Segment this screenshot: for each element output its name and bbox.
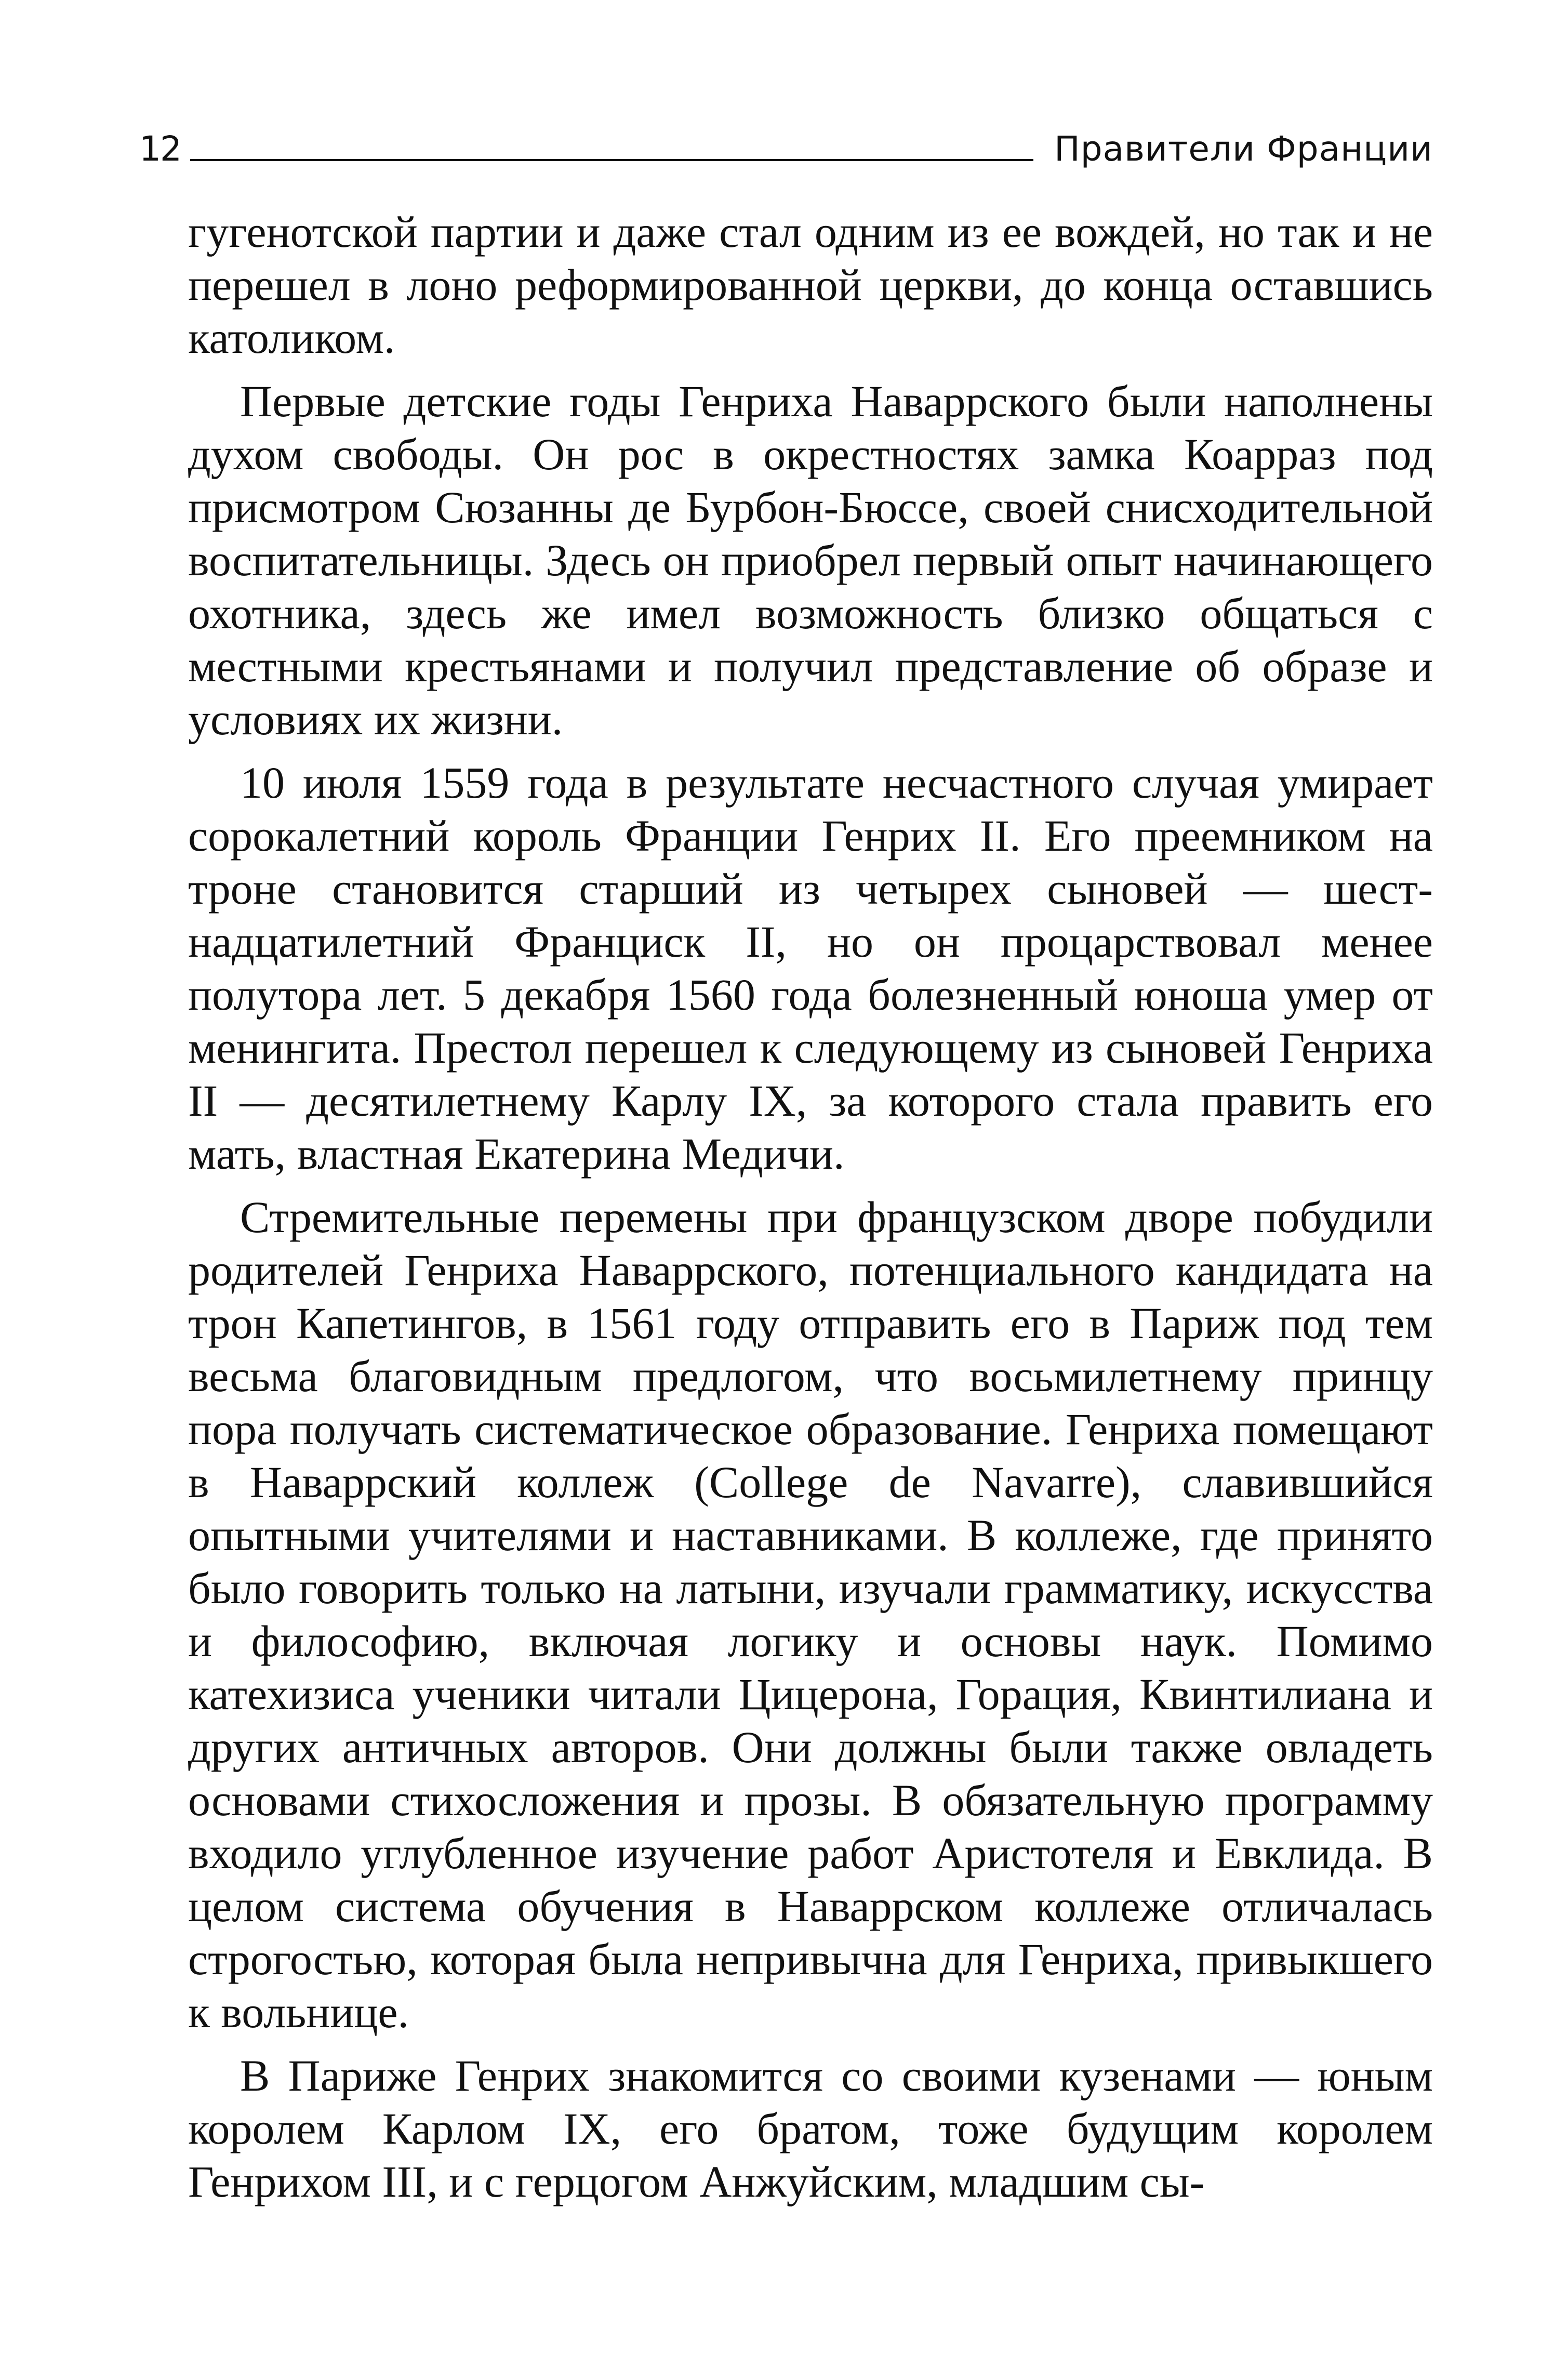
running-title: Правители Франции xyxy=(1054,129,1433,169)
body-text xyxy=(188,205,1433,2326)
page-number: 12 xyxy=(139,129,181,169)
paragraph: Стремительные перемены при французском дворе побудили родителей Генриха Наваррского, потенциального кандидата на трон Капетингов, в 1561 году отправить его в Париж под тем весьма благовидным предлогом, что восьмилетнему принцу пора получать систематическое образование. Генриха помещают в Наваррский коллеж (College de Navarre), славившийся опытными учителями и наставниками. В коллеже, где принято было говорить только на латыни, изучали грамматику, искусства и философию, включая логику и основы наук. Помимо катехизиса ученики читали Цицерона, Горация, Квинтилиана и других античных авторов. Они должны были также овладеть основами стихосложения и прозы. В обязательную программу входило углубленное изучение работ Аристотеля и Евклида. В целом система обучения в Наваррском коллеже отличалась строгостью, которая была непривычна для Генриха, привыкшего к вольнице. xyxy=(188,1192,1433,2037)
paragraph-continuation: гугенотской партии и даже стал одним из ее вождей, но так и не перешел в лоно реформированной церкви, до конца оставшись католиком. xyxy=(188,207,1433,363)
paragraph: 10 июля 1559 года в результате несчастного случая умирает сорокалетний король Франции Генрих II. Его преемником на троне становится старший из четырех сыновей — шестнадцатилетний Франциск II, но он процарствовал менее полутора лет. 5 декабря 1560 года болезненный юноша умер от менингита. Престол перешел к следующему из сыновей Генриха II — десятилетнему Карлу IX, за которого стала править его мать, властная Екатерина Медичи. xyxy=(188,758,1433,1179)
header-rule xyxy=(190,159,1033,161)
paragraph: Первые детские годы Генриха Наваррского были наполнены духом свободы. Он рос в окрестностях замка Коарраз под присмотром Сюзанны де Бурбон-Бюссе, своей снисходительной воспитательницы. Здесь он приобрел первый опыт начинающего охотника, здесь же имел возможность близко общаться с местными крестьянами и получил представление об образе и условиях их жизни. xyxy=(188,376,1433,744)
running-head xyxy=(139,123,1433,169)
paragraph: В Париже Генрих знакомится со своими кузенами — юным королем Карлом IX, его братом, тоже будущим королем Генрихом III, и с герцогом Анжуйским, младшим сы- xyxy=(188,2051,1433,2207)
